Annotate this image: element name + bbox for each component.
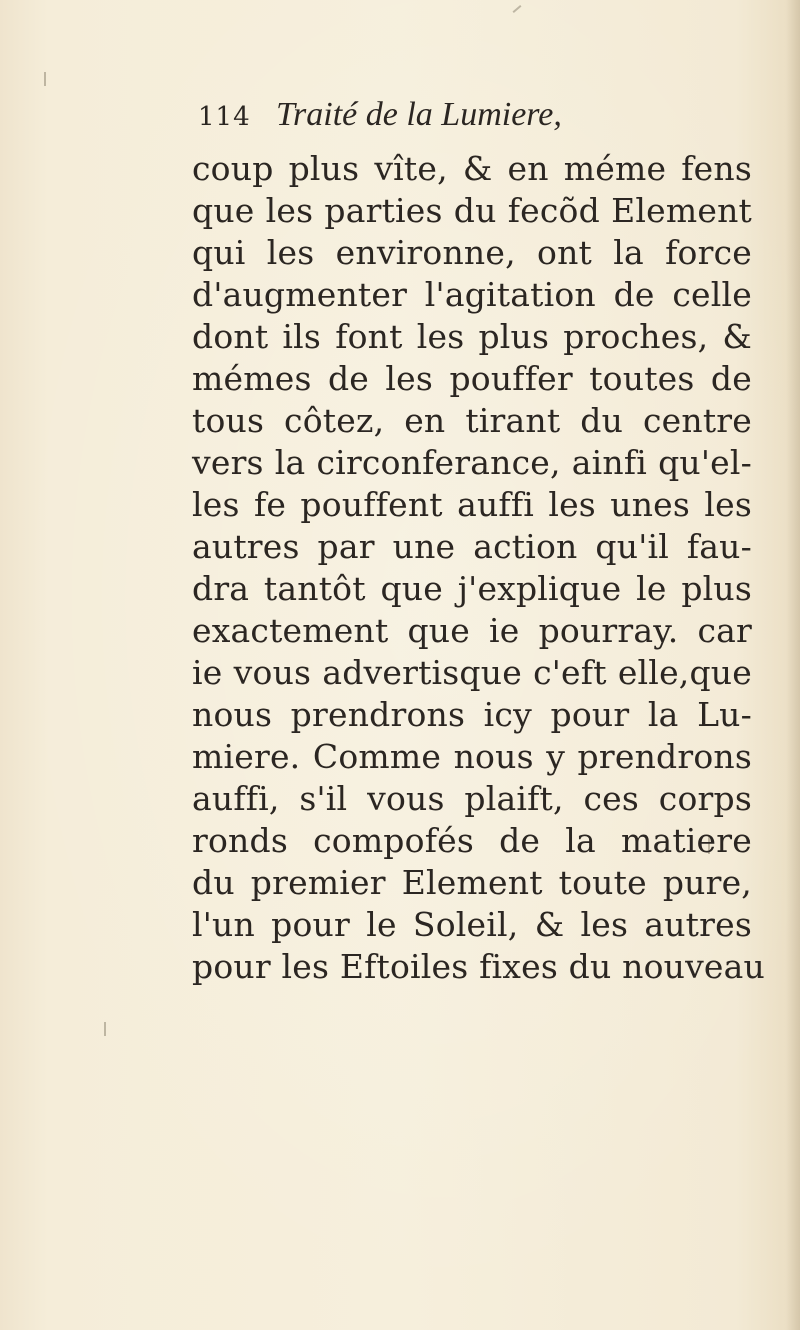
text-line: dont ils font les plus proches, & bbox=[192, 317, 752, 356]
text-line: coup plus vîte, & en méme fens bbox=[192, 149, 752, 188]
text-line: autres par une action qu'il fau- bbox=[192, 527, 752, 566]
text-line: ie vous advertisque c'eft elle,que bbox=[192, 653, 752, 692]
page-number: 114 bbox=[198, 102, 251, 132]
text-line: exactement que ie pourray. car bbox=[192, 611, 752, 650]
running-title: Traité de la Lumiere, bbox=[276, 96, 562, 133]
page-edge-shadow bbox=[786, 0, 800, 1330]
page-header bbox=[198, 96, 618, 146]
text-line: l'un pour le Soleil, & les autres bbox=[192, 905, 752, 944]
text-line: qui les environne, ont la force bbox=[192, 233, 752, 272]
paper-mark bbox=[44, 72, 46, 86]
text-line: les fe pouffent auffi les unes les bbox=[192, 485, 752, 524]
text-line: mémes de les pouffer toutes de bbox=[192, 359, 752, 398]
text-line: pour les Eftoiles fixes du nouveau bbox=[192, 947, 765, 986]
text-line: ronds compofés de la matiere bbox=[192, 821, 752, 860]
paper-mark bbox=[513, 5, 522, 13]
text-line: auffi, s'il vous plaift, ces corps bbox=[192, 779, 752, 818]
text-line: miere. Comme nous y prendrons bbox=[192, 737, 752, 776]
text-line: d'augmenter l'agitation de celle bbox=[192, 275, 752, 314]
text-line: tous côtez, en tirant du centre bbox=[192, 401, 752, 440]
text-line: que les parties du fecõd Element bbox=[192, 191, 752, 230]
text-line: dra tantôt que j'explique le plus bbox=[192, 569, 752, 608]
text-line: nous prendrons icy pour la Lu- bbox=[192, 695, 752, 734]
text-line: du premier Element toute pure, bbox=[192, 863, 752, 902]
body-text bbox=[192, 148, 765, 988]
paper-mark bbox=[104, 1022, 106, 1036]
text-line: vers la circonferance, ainfi qu'el- bbox=[192, 443, 752, 482]
